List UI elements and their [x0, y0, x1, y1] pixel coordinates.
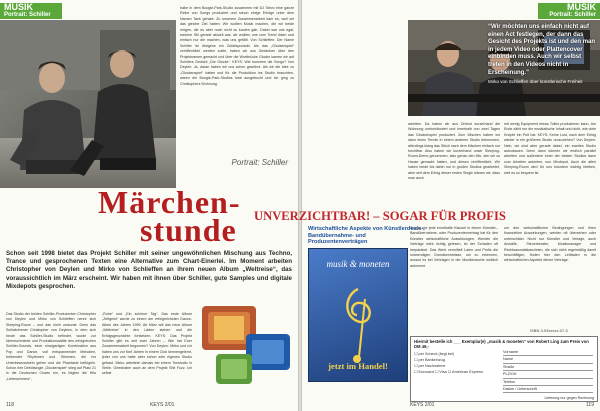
headline-line-2: stunde [140, 212, 237, 248]
form-options [414, 351, 498, 375]
pull-quote: “Wir möchten uns einfach nicht auf einen Act festlegen, der dann das Gesicht des Projekts ist und den man in jedem Video oder Plattencover einbinden muss. Auch wir selbst treten in den Videos nicht in Erscheinung.” [488, 24, 596, 76]
order-form-title: Hiermit bestelle ich ___ Exemplar(e) „musik & moneten“ von Robert Ling zum Preis von DM 49,- [414, 339, 589, 349]
ad-text-column-2: um den wirtschaftlichen Bedingungen und ihren finanziellen Auswirkungen, werden oft übersehen oder unterschätzt. Nicht nur Künstler und Verlage, auch Anwälte, Steuerberater, Musikmanager und Rechtsanwaltskanzleien, die sich nicht regelmäßig damit beschäftigen, finden hier den Leitfaden in die wirtschaftlichen Aspekte dieser Verträge. [504, 226, 596, 263]
form-footer: Lieferung nur gegen Rechnung [544, 396, 594, 400]
field-name[interactable]: Name [503, 356, 593, 363]
quote-box [488, 24, 596, 116]
ad-headline: UNVERZICHTBAR! – SOGAR FÜR PROFIS [254, 209, 506, 223]
ad-text-column-1: So gut wie jede ernsthafte Klausel in einem Künstler-, Bandübernahme- oder Produzentenvertrag hat für den Künstler wirtschaftliche Auswirkungen. Werden die Verträge nicht richtig gelesen, ist der Schaden oft irreparabel. Das Werk vermittelt Laien und Profis die notwendigen Grundkenntnisse, um zu erkennen, worauf es bei Verträgen in der Musikbranche wirklich ankommt. [410, 226, 498, 268]
band-photo [0, 20, 176, 188]
left-page [0, 0, 298, 411]
book-cover [308, 248, 408, 382]
page-number-left: 118 [6, 402, 14, 408]
field-firstname[interactable]: Vorname [503, 349, 593, 356]
field-city[interactable]: PLZ/Ort [503, 371, 593, 378]
article-column-right-2: mit wenig Equipment etwas Tolles produzieren kann. Am Ende zählt nur die musikalische Inhalt und nicht, wie viele Knöpfe ein Pult hat. KEYS: Keine Lust, nach dem Erfolg wieder in ein größeres Studio umzuziehen? Von Deylen: Nein, wir sind aber gerade dabei, ein zweites Studio aufzubauen. Denn dann können wir endlich parallel arbeiten und außerdem einer der beiden Studios dann zum Arbeiten anbieten, nun Mixdepot. Auch die alten Sleeping-Room wird für uns trotzdem wichtig bleiben, weil es so bequem ist. [504, 122, 596, 175]
book-title: musik & moneten [326, 259, 390, 269]
footer-keys-right: KEYS 2/01 [410, 402, 435, 408]
cubes-graphic [196, 296, 294, 396]
option-cards[interactable]: ☐ Eurocard ☐ Visa ☐ American Express [414, 370, 483, 374]
ad-subheadline: Wirtschaftliche Aspekte von Künstlerdeals-, Bandübernahme- und Produzentenverträgen [308, 226, 425, 246]
footer-keys-left: KEYS 2/01 [150, 402, 175, 408]
book-cta: jetzt im Handel! [328, 361, 388, 371]
section-tag-right: MUSIK Portrait: Schiller [538, 3, 600, 19]
field-street[interactable]: Straße [503, 364, 593, 371]
headline-line-1: Märchen- [98, 184, 241, 220]
option-cheque[interactable]: ☐ per Scheck (liegt bei) [414, 352, 455, 356]
field-phone[interactable]: Telefon [503, 379, 593, 386]
page-number-right: 119 [586, 402, 594, 408]
decorative-cubes [196, 296, 294, 396]
right-page [254, 0, 600, 411]
article-column-right-1: arbeiten. Da haben wir aus Zeitnot kurzerhand die Wohnung umfunktioniert und innerhalb von zwei Tagen das Glockenspiel produziert. Zum Mischen haben wir dann einen Termin in einem anderen Studio bekommen, allerdings klang das Stück nach dem Mischen einfach nur furchtbar. Also haben wir kurzerhand unser Sleeping-Room-Demo genommen, also genau den Mix, den wir zu Hause gemacht hatten, und diesen veröffentlicht. Wir haben beide bis dahin nur in großen Studios gearbeitet, aber seit dem Erfolg dieser ersten Single wissen wir, dass man auch [408, 122, 500, 181]
article-column-middle: „Ruhe“ und „Ein schöner Tag“. Das erste Album „Zeitgeist“ wurde zu einem der erfolgreichsten Dance-Alben des Jahres 1999. Ab März will das neue Album „Weltreise“ in den Läden stehen und die Erfolgsgeschichte fortsetzen. KEYS: Das Projekt Schiller gibt es seit zwei Jahren – Wie hat Euer Zusammenarbeit begonnen? Von Deylen: Mirko und ich haben uns vor fünf Jahren in einem Club kennengelernt, jeder von uns hatte aber schon sein eigenes Studio gebaut. Mirko arbeitete damals bei einem Tonstudio in Stelle. Grieshaber auch an dem Projekt Shit Fuzz. Ich selbst [102, 312, 192, 376]
quote-attribution: Mirko von Schlieffen über künstlerische Freiheit [488, 79, 583, 85]
section-tag: MUSIK Portrait: Schiller [0, 3, 62, 19]
order-form [410, 336, 598, 402]
article-column-left: Das Studio der beiden Schiller-Produzenten Christopher von Deylen und Mirko von Schlieffen nennt sich Sleeping-Room – und das nicht umsonst: Denn das Schlafzimmer Christopher von Deylens, in dem sich heute das Schiller-Studio befindet, wurde zur Ideenschmiede und Produktionsstätte des erfolgreichen Schiller-Sounds, einer einzigartigen Kombination aus Pop und Dance, voll entspannender Melodien, treibender Rhythmen und Stimmen, die ins Unterbewusstsein gehen und die Phantasie beflügeln. Schon ihre Debütsingle „Glockenspiel“ stieg auf Platz 21 in die Deutschen Charts ein, es folgten die Hits „Liebeschmerz“, [6, 312, 96, 381]
option-debit[interactable]: ☐ per Bankeinzug [414, 358, 445, 362]
form-fields [503, 349, 593, 393]
field-date-signature[interactable]: Datum / Unterschrift [503, 386, 593, 393]
lead-paragraph: Schon seit 1998 bietet das Projekt Schiller mit seiner ungewöhnlichen Mischung aus Techno, Trance und gesprochenen Texten eine Alternative zum Chart-Einerlei. Im Moment arbeiten Christopher von Deylen und Mirko von Schlieffen an ihrem neuen Album „Weltreise“, das voraussichtlich im März erscheint. Wir haben mit ihnen über Schiller, gute Samples und digitale Mixdepots gesprochen. [6, 250, 292, 290]
band-photo-image [0, 20, 176, 188]
portrait-caption: Portrait: Schiller [231, 158, 288, 167]
isbn-label: ISBN 3-93xxxxx-07-0 [530, 328, 568, 333]
article-column-top-right: habe in dem Boogie-Park-Studio zusammen mit DJ Stevo eine ganze Reihe von Songs produziert und schon einige Erfolge unter dem Namen Tank gehabt. Zu unserem Zusammenarbeit kam es, weil wir das gleiche Ziel hatten: Wir wollten Musik machen, die wir beide mögen, die es aber noch nicht zu kaufen gab. Dabei war uns egal, welcher Stil gerade aktuell war, wir wollten uns vom Trend lösen und einfach nur die machen, was uns gefällt. Von Schlieffen: Der Name Schiller ist übrigens ein Zufallsprodukt. Als das „Glockenspiel“ veröffentlicht werden sollte, haben wir uns Gedanken über den Projektnamen gemacht und über die Wortbrücke Glocke kamen wir auf Schillers Gedicht „Die Glocke“. KEYS: Wie kommen die Songs? Von Deylen: Ja, daran haben wir uns schon gewöhnt. Als wir die Idee zu „Glockenspiel“ hatten und für die Produktion ins Studio brauchten, waren die Boogie-Park-Studios total ausgebucht und ich ging zu Christophers Wohnung. [180, 6, 294, 86]
option-cod[interactable]: ☐ per Nachnahme [414, 364, 446, 368]
